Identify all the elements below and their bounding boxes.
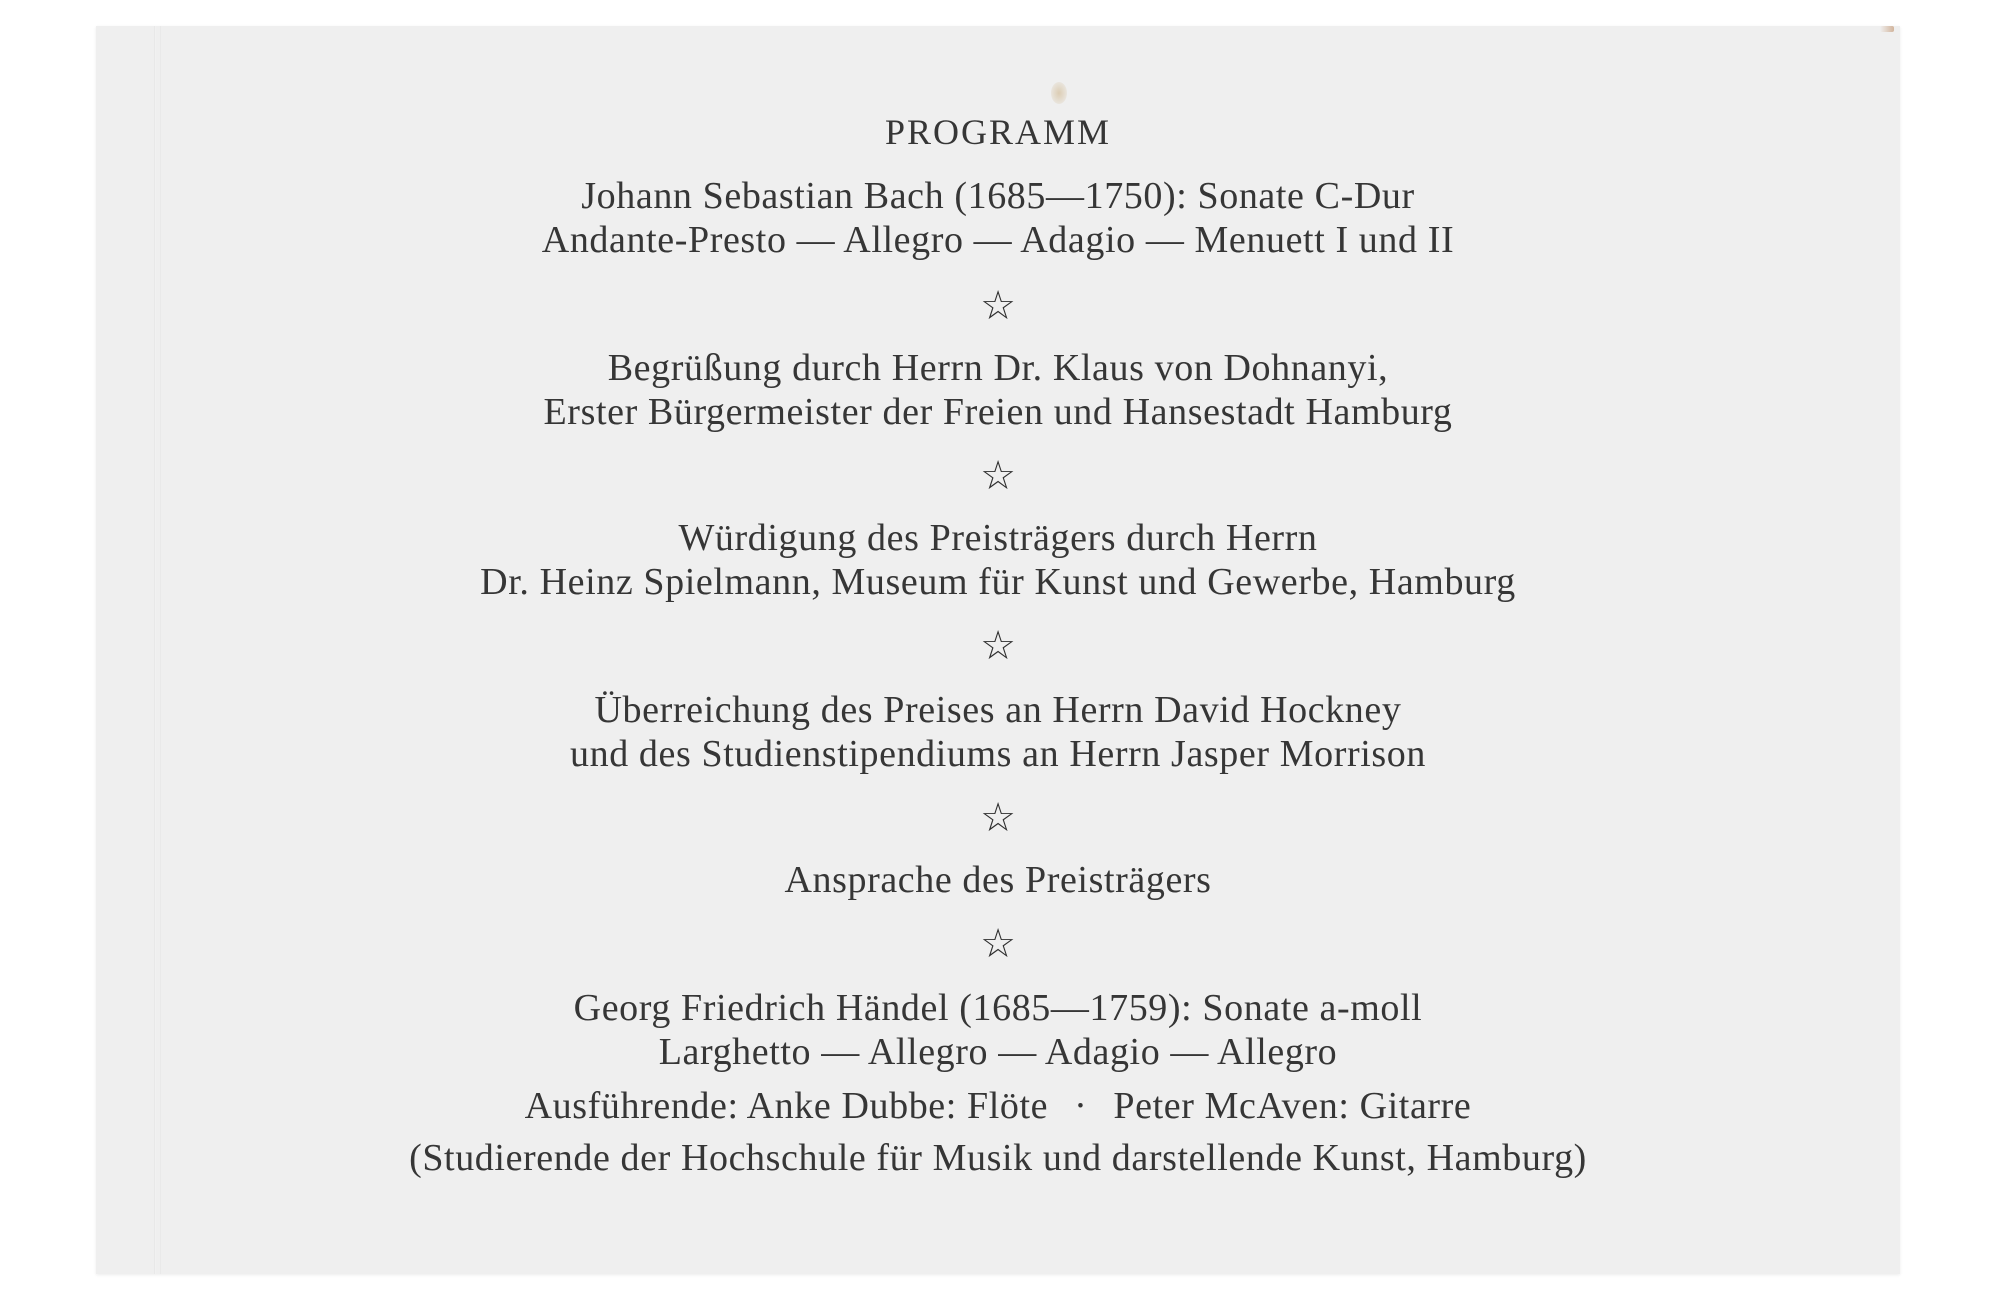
mayor-line: Erster Bürgermeister der Freien und Hansestadt Hamburg [543, 391, 1453, 433]
performer-guitar: Peter McAven: Gitarre [1113, 1085, 1472, 1127]
handel-movements-line: Larghetto — Allegro — Adagio — Allegro [658, 1031, 1338, 1073]
program-card [96, 26, 1900, 1274]
star-divider-icon: ☆ [980, 795, 1016, 841]
award-line: Überreichung des Preises an Herrn David Hockney [594, 689, 1402, 731]
tribute-line: Würdigung des Preisträgers durch Herrn [678, 517, 1318, 559]
museum-line: Dr. Heinz Spielmann, Museum für Kunst und Gewerbe, Hamburg [480, 561, 1516, 603]
performers-line [96, 1084, 1900, 1128]
performer-flute: Ausführende: Anke Dubbe: Flöte [524, 1085, 1049, 1127]
star-divider-icon: ☆ [980, 453, 1016, 499]
separator-dot: · [1074, 1085, 1088, 1127]
scholarship-line: und des Studienstipendiums an Herrn Jasper Morrison [570, 733, 1426, 775]
star-divider-icon: ☆ [980, 921, 1016, 967]
program-title: PROGRAMM [884, 112, 1112, 152]
star-divider-icon: ☆ [980, 623, 1016, 669]
bach-sonata-line: Johann Sebastian Bach (1685—1750): Sonate C-Dur [581, 175, 1415, 217]
bach-movements-line: Andante-Presto — Allegro — Adagio — Menuett I und II [541, 219, 1455, 261]
greeting-line: Begrüßung durch Herrn Dr. Klaus von Dohnanyi, [607, 347, 1389, 389]
handel-sonata-line: Georg Friedrich Händel (1685—1759): Sonate a-moll [573, 987, 1423, 1029]
star-divider-icon: ☆ [980, 283, 1016, 329]
speech-line: Ansprache des Preisträgers [784, 859, 1212, 901]
program-content [96, 26, 1900, 1274]
students-line: (Studierende der Hochschule für Musik und darstellende Kunst, Hamburg) [409, 1137, 1587, 1179]
